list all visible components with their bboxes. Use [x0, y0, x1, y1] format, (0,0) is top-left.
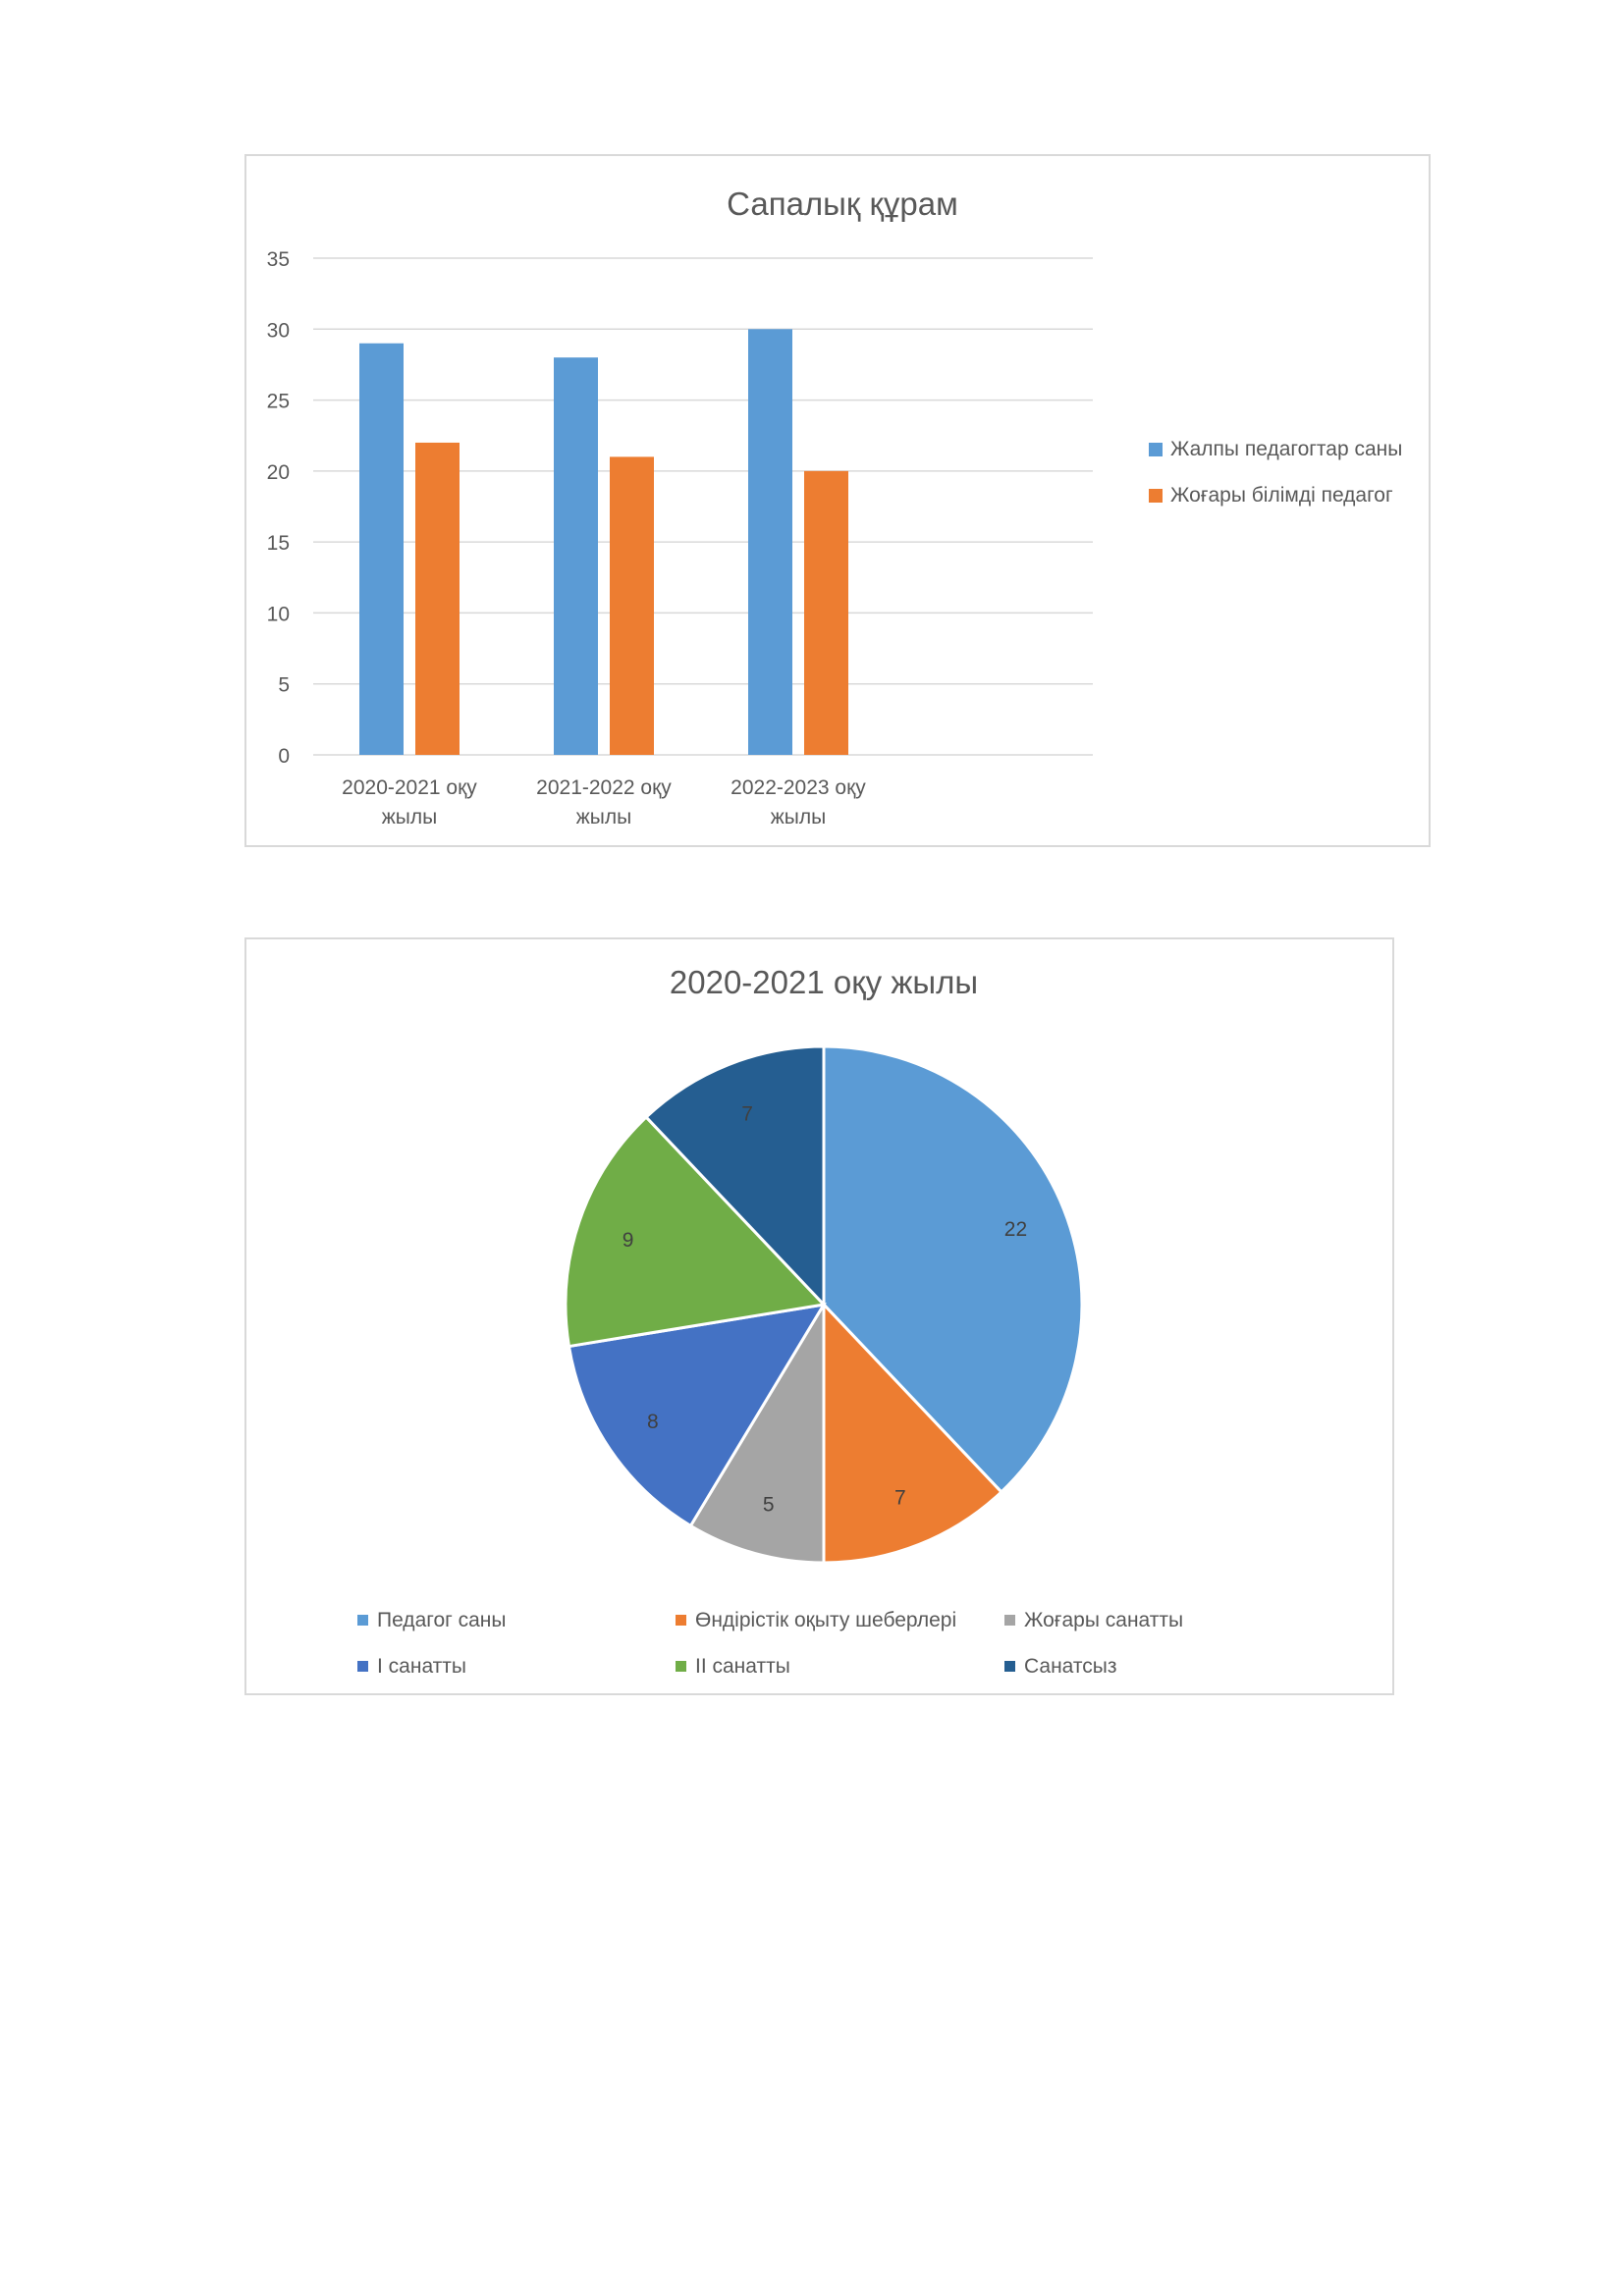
legend-swatch — [1004, 1661, 1015, 1672]
y-tick-label: 15 — [266, 532, 290, 556]
pie-data-label: 7 — [741, 1102, 753, 1126]
y-tick-label: 0 — [278, 745, 290, 768]
pie-chart — [246, 939, 1396, 1697]
bar — [415, 443, 460, 755]
legend-swatch — [1004, 1615, 1015, 1626]
legend-label: Жоғары санатты — [1024, 1609, 1184, 1631]
bar-chart — [246, 156, 1433, 849]
y-tick-label: 25 — [266, 390, 290, 413]
y-tick-label: 30 — [266, 319, 290, 343]
legend-label: Жоғары білімді педагог — [1170, 484, 1393, 507]
bar — [748, 329, 792, 755]
legend-label: Өндірістік оқыту шеберлері — [695, 1609, 957, 1631]
pie-data-label: 8 — [647, 1411, 659, 1434]
legend-label: Санатсыз — [1024, 1655, 1117, 1678]
pie-data-label: 5 — [762, 1493, 775, 1517]
legend-swatch — [676, 1661, 686, 1672]
legend-swatch — [357, 1661, 368, 1672]
bar — [804, 471, 848, 755]
chart-title: Сапалық құрам — [727, 186, 958, 222]
legend-swatch — [357, 1615, 368, 1626]
legend-label: ІІ санатты — [695, 1655, 790, 1678]
y-tick-label: 20 — [266, 460, 290, 484]
pie-data-label: 22 — [1003, 1218, 1028, 1242]
pie-data-label: 9 — [622, 1228, 634, 1252]
legend-label: Жалпы педагогтар саны — [1170, 438, 1403, 460]
bar — [610, 456, 654, 755]
bar-chart-container — [244, 154, 1431, 847]
x-tick-label: 2022-2023 оқу жылы — [731, 776, 866, 828]
pie-data-label: 7 — [894, 1486, 906, 1510]
x-tick-label: 2020-2021 оқу жылы — [342, 776, 477, 828]
legend-swatch — [676, 1615, 686, 1626]
y-tick-label: 35 — [266, 248, 290, 271]
legend-swatch — [1149, 443, 1163, 456]
y-tick-label: 10 — [266, 603, 290, 626]
legend-swatch — [1149, 489, 1163, 503]
x-tick-label: 2021-2022 оқу жылы — [536, 776, 672, 828]
y-tick-label: 5 — [278, 673, 290, 697]
pie-chart-container — [244, 937, 1394, 1695]
chart-title: 2020-2021 оқу жылы — [669, 964, 979, 1000]
bar — [359, 344, 404, 755]
legend-label: Педагог саны — [377, 1609, 507, 1631]
bar — [554, 357, 598, 755]
legend-label: І санатты — [377, 1655, 466, 1678]
